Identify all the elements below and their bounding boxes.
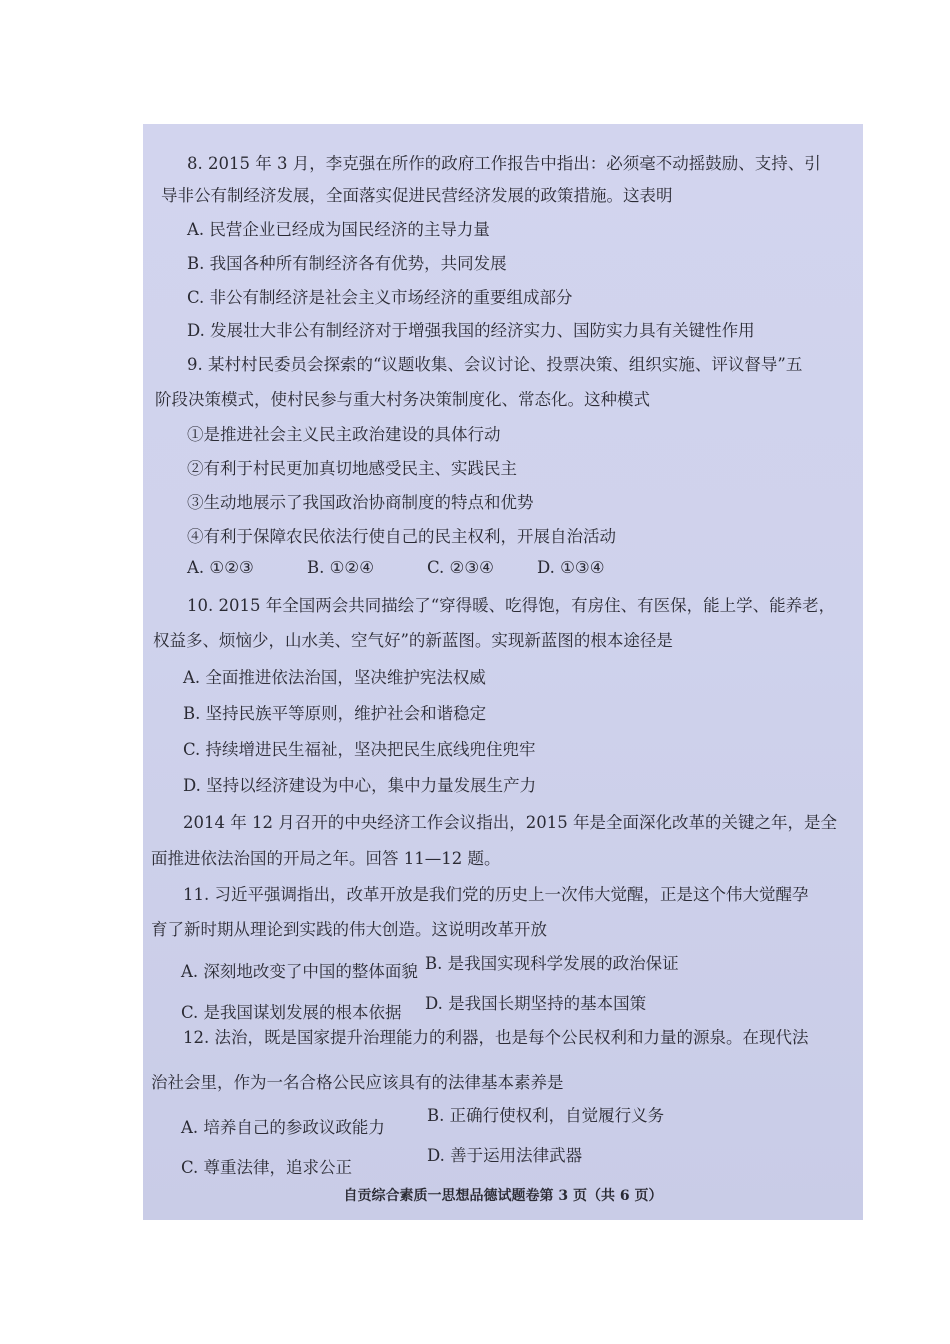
q9-option-a: A. ①②③ — [187, 558, 254, 577]
q11-stem-line2: 育了新时期从理论到实践的伟大创造。这说明改革开放 — [151, 920, 547, 939]
page-footer: 自贡综合素质一思想品德试题卷第 3 页（共 6 页） — [343, 1188, 663, 1204]
q8-stem-line2: 导非公有制经济发展，全面落实促进民营经济发展的政策措施。这表明 — [161, 186, 673, 205]
q12-stem-line2: 治社会里，作为一名合格公民应该具有的法律基本素养是 — [151, 1073, 564, 1092]
q9-statement-3: ③生动地展示了我国政治协商制度的特点和优势 — [187, 493, 534, 512]
q9-statement-4: ④有利于保障农民依法行使自己的民主权利，开展自治活动 — [187, 527, 616, 546]
q12-option-d: D. 善于运用法律武器 — [427, 1146, 583, 1165]
q11-option-b: B. 是我国实现科学发展的政治保证 — [425, 954, 679, 973]
q8-option-b: B. 我国各种所有制经济各有优势，共同发展 — [187, 254, 507, 273]
q12-option-c: C. 尊重法律，追求公正 — [181, 1158, 353, 1177]
q9-statement-1: ①是推进社会主义民主政治建设的具体行动 — [187, 425, 501, 444]
q10-option-a: A. 全面推进依法治国，坚决维护宪法权威 — [183, 668, 486, 687]
q9-statement-2: ②有利于村民更加真切地感受民主、实践民主 — [187, 459, 517, 478]
q11-option-c: C. 是我国谋划发展的根本依据 — [181, 1003, 402, 1022]
q10-stem-line2: 权益多、烦恼少，山水美、空气好”的新蓝图。实现新蓝图的根本途径是 — [153, 631, 673, 650]
q8-option-c: C. 非公有制经济是社会主义市场经济的重要组成部分 — [187, 288, 573, 307]
q9-option-c: C. ②③④ — [427, 558, 494, 577]
q11-option-a: A. 深刻地改变了中国的整体面貌 — [181, 962, 418, 981]
q11-stem-line1: 11. 习近平强调指出，改革开放是我们党的历史上一次伟大觉醒，正是这个伟大觉醒孕 — [183, 885, 809, 904]
q12-option-a: A. 培养自己的参政议政能力 — [181, 1118, 385, 1137]
q9-option-d: D. ①③④ — [537, 558, 605, 577]
q10-option-d: D. 坚持以经济建设为中心，集中力量发展生产力 — [183, 776, 537, 795]
q12-stem-line1: 12. 法治，既是国家提升治理能力的利器，也是每个公民权利和力量的源泉。在现代法 — [183, 1028, 809, 1047]
q8-option-a: A. 民营企业已经成为国民经济的主导力量 — [187, 220, 490, 239]
intro-11-12-line1: 2014 年 12 月召开的中央经济工作会议指出，2015 年是全面深化改革的关键之年，是全 — [183, 813, 837, 832]
q10-stem-line1: 10. 2015 年全国两会共同描绘了“穿得暖、吃得饱，有房住、有医保，能上学、能养老， — [187, 596, 836, 615]
q11-option-d: D. 是我国长期坚持的基本国策 — [425, 994, 647, 1013]
q9-stem-line2: 阶段决策模式，使村民参与重大村务决策制度化、常态化。这种模式 — [155, 390, 650, 409]
q9-stem-line1: 9. 某村村民委员会探索的“议题收集、会议讨论、投票决策、组织实施、评议督导”五 — [187, 355, 803, 374]
q10-option-c: C. 持续增进民生福祉，坚决把民生底线兜住兜牢 — [183, 740, 536, 759]
exam-page — [143, 124, 863, 1220]
intro-11-12-line2: 面推进依法治国的开局之年。回答 11—12 题。 — [151, 849, 501, 868]
q9-option-b: B. ①②④ — [307, 558, 374, 577]
q12-option-b: B. 正确行使权利，自觉履行义务 — [427, 1106, 665, 1125]
q8-option-d: D. 发展壮大非公有制经济对于增强我国的经济实力、国防实力具有关键性作用 — [187, 321, 755, 340]
q10-option-b: B. 坚持民族平等原则，维护社会和谐稳定 — [183, 704, 487, 723]
q8-stem-line1: 8. 2015 年 3 月，李克强在所作的政府工作报告中指出：必须毫不动摇鼓励、支持、引 — [187, 154, 821, 173]
